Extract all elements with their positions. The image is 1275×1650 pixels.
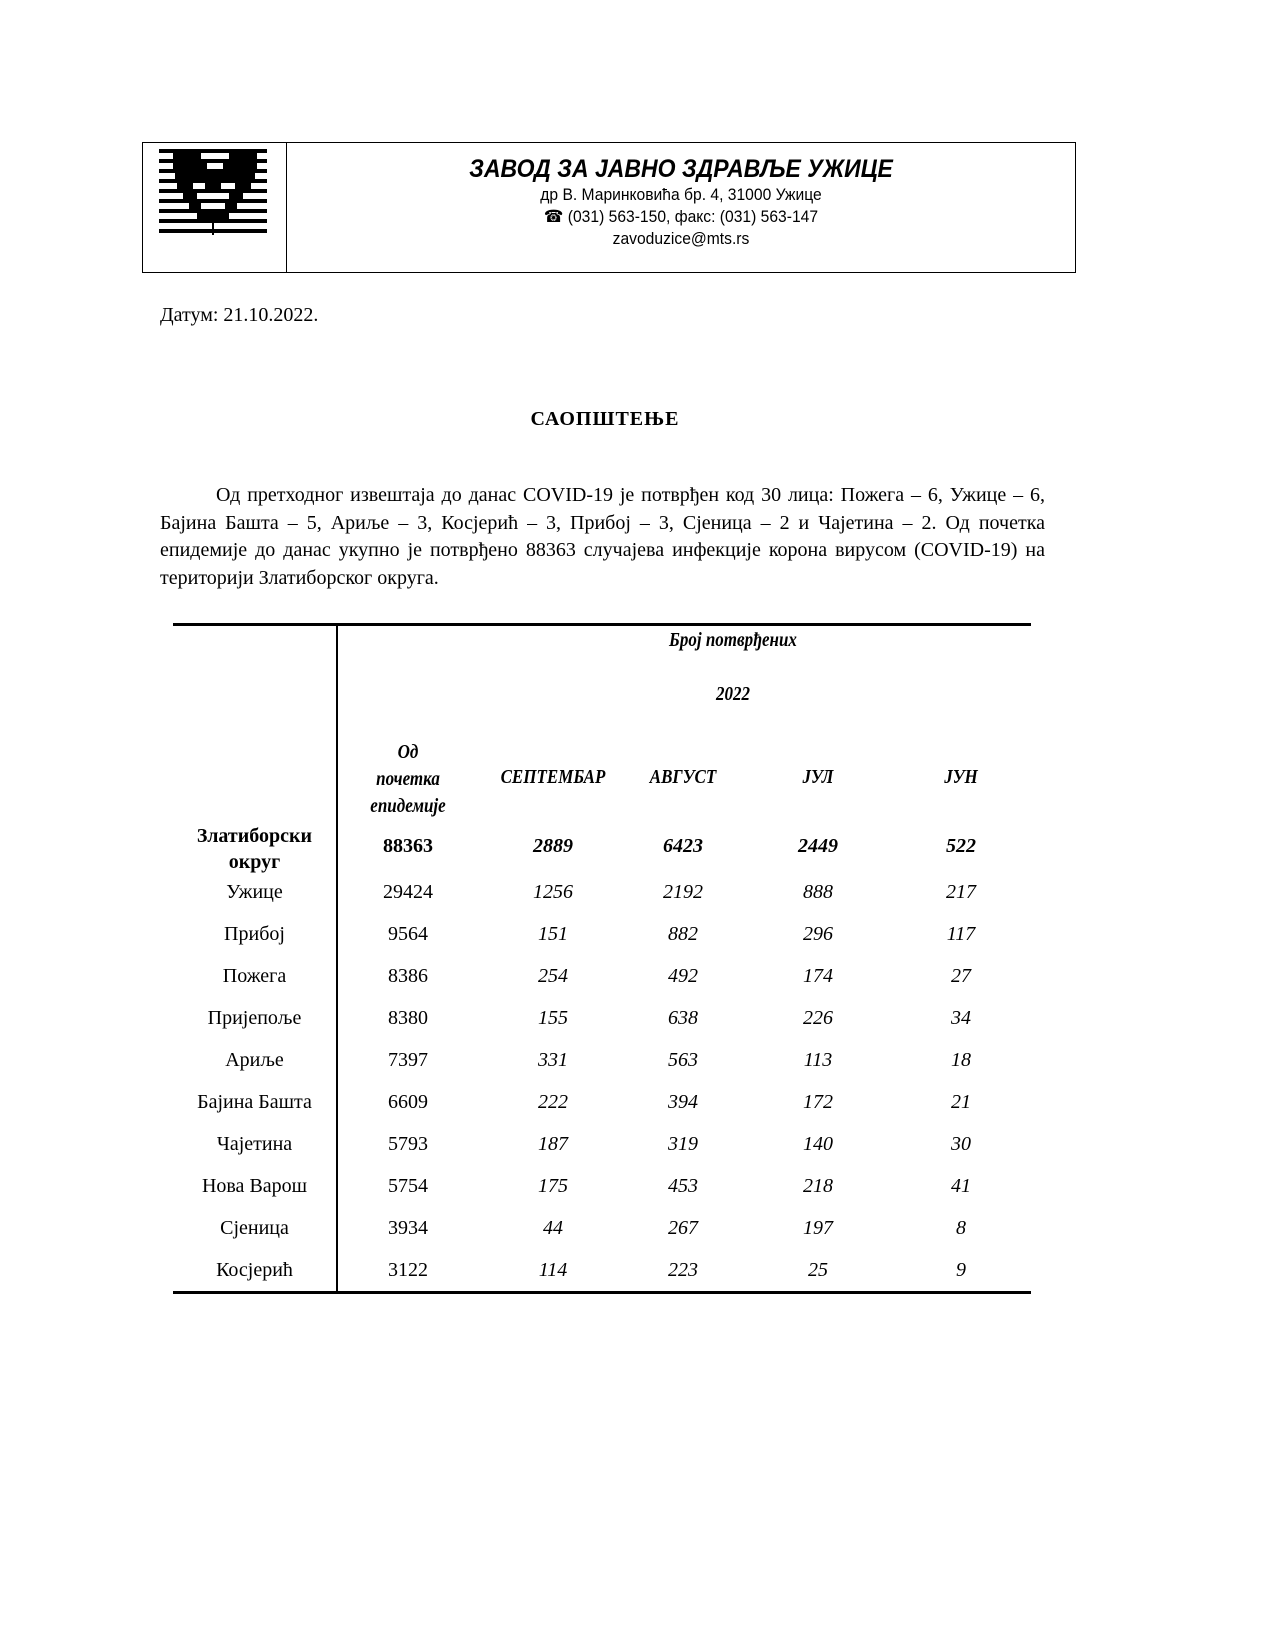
- row-july: 172: [803, 1091, 833, 1113]
- row-july: 174: [803, 965, 833, 987]
- phone-icon: ☎: [543, 207, 564, 226]
- row-september: 187: [538, 1133, 568, 1155]
- row-august: 223: [668, 1259, 698, 1281]
- row-label: Чајетина: [216, 1133, 293, 1155]
- row-june: 34: [951, 1007, 971, 1029]
- row-september: 175: [538, 1175, 568, 1197]
- row-september: 114: [538, 1259, 568, 1281]
- summary-total: 88363: [383, 835, 433, 857]
- logo-cell: [143, 143, 287, 272]
- row-june: 8: [956, 1217, 966, 1239]
- row-september: 331: [538, 1049, 568, 1071]
- row-label: Нова Варош: [201, 1175, 308, 1197]
- row-july: 888: [803, 881, 833, 903]
- document-title: САОПШТЕЊЕ: [530, 408, 680, 430]
- row-total: 7397: [388, 1049, 428, 1071]
- institute-logo-icon: [157, 147, 269, 239]
- organization-phone: [319, 206, 1044, 228]
- row-september: 151: [538, 923, 568, 945]
- row-label: Косјерић: [216, 1259, 293, 1281]
- row-total: 3122: [388, 1259, 428, 1281]
- row-august: 492: [668, 965, 698, 987]
- row-august: 267: [668, 1217, 698, 1239]
- row-august: 319: [668, 1133, 698, 1155]
- row-label: Сјеница: [220, 1217, 289, 1239]
- row-august: 638: [668, 1007, 698, 1029]
- column-header-august: АВГУСТ: [649, 766, 717, 788]
- column-header-september: СЕПТЕМБАР: [500, 766, 606, 788]
- organization-email: zavoduzice@mts.rs: [612, 229, 750, 248]
- row-september: 222: [538, 1091, 568, 1113]
- row-june: 27: [951, 965, 971, 987]
- row-june: 21: [951, 1091, 971, 1113]
- year-header: 2022: [716, 683, 750, 705]
- row-label: Ужице: [226, 881, 283, 903]
- row-june: 217: [946, 881, 976, 903]
- row-total: 5793: [388, 1133, 428, 1155]
- letterhead: [142, 142, 1076, 273]
- row-september: 155: [538, 1007, 568, 1029]
- summary-row-label: [173, 823, 336, 875]
- row-august: 882: [668, 923, 698, 945]
- row-august: 453: [668, 1175, 698, 1197]
- column-header-total-line: епидемије: [370, 795, 446, 817]
- table-bottom-rule: [173, 1291, 1031, 1294]
- group-header: Број потврђених: [669, 629, 797, 651]
- row-total: 8380: [388, 1007, 428, 1029]
- row-july: 226: [803, 1007, 833, 1029]
- column-header-total-line: Од: [397, 741, 419, 763]
- row-september: 254: [538, 965, 568, 987]
- summary-september: 2889: [533, 835, 573, 857]
- row-september: 44: [543, 1217, 563, 1239]
- cases-table: [173, 623, 1031, 1295]
- summary-july: 2449: [798, 835, 838, 857]
- row-july: 197: [803, 1217, 833, 1239]
- row-july: 113: [803, 1049, 833, 1071]
- row-label: Прибој: [224, 923, 285, 945]
- column-header-total: [349, 739, 468, 820]
- row-june: 30: [951, 1133, 971, 1155]
- announcement-paragraph: Од претходног извештаја до данас COVID-19 је потврђен код 30 лица: Пожега – 6, Ужице – 6, Бајина Башта – 5, Ариље – 3, Косјерић – 3, Прибој – 3, Сјеница – 2 и Чајетина – 2. Од почетка епидемије до данас укупно је потврђено 88363 случајева инфекције корона вирусом (COVID-19) на територији Златиборског округа.: [160, 484, 1045, 589]
- document-date: Датум: 21.10.2022.: [160, 304, 319, 326]
- row-june: 9: [956, 1259, 966, 1281]
- row-august: 563: [668, 1049, 698, 1071]
- row-total: 8386: [388, 965, 428, 987]
- organization-name: ЗАВОД ЗА ЈАВНО ЗДРАВЉЕ УЖИЦЕ: [469, 155, 893, 183]
- summary-august: 6423: [663, 835, 703, 857]
- row-total: 9564: [388, 923, 428, 945]
- organization-info: [287, 143, 1075, 272]
- row-total: 29424: [383, 881, 433, 903]
- phone-fax-text: (031) 563-150, факс: (031) 563-147: [567, 207, 819, 226]
- column-header-june: ЈУН: [944, 766, 978, 788]
- row-label: Бајина Башта: [197, 1091, 312, 1113]
- summary-label-line: Златиборски: [196, 825, 313, 847]
- row-total: 6609: [388, 1091, 428, 1113]
- row-june: 117: [946, 923, 976, 945]
- summary-label-line: округ: [228, 851, 281, 873]
- column-header-july: ЈУЛ: [802, 766, 834, 788]
- table-top-rule: [173, 623, 1031, 626]
- row-august: 2192: [663, 881, 703, 903]
- row-june: 41: [951, 1175, 971, 1197]
- row-label: Пријепоље: [207, 1007, 302, 1029]
- row-label: Пожега: [222, 965, 287, 987]
- row-total: 3934: [388, 1217, 428, 1239]
- row-july: 218: [803, 1175, 833, 1197]
- row-august: 394: [668, 1091, 698, 1113]
- row-september: 1256: [533, 881, 573, 903]
- row-total: 5754: [388, 1175, 428, 1197]
- row-july: 25: [808, 1259, 828, 1281]
- row-label: Ариље: [225, 1049, 284, 1071]
- summary-june: 522: [946, 835, 976, 857]
- row-july: 296: [803, 923, 833, 945]
- row-june: 18: [951, 1049, 971, 1071]
- row-july: 140: [803, 1133, 833, 1155]
- column-header-total-line: почетка: [376, 768, 440, 790]
- organization-address: др В. Маринковића бр. 4, 31000 Ужице: [540, 185, 822, 204]
